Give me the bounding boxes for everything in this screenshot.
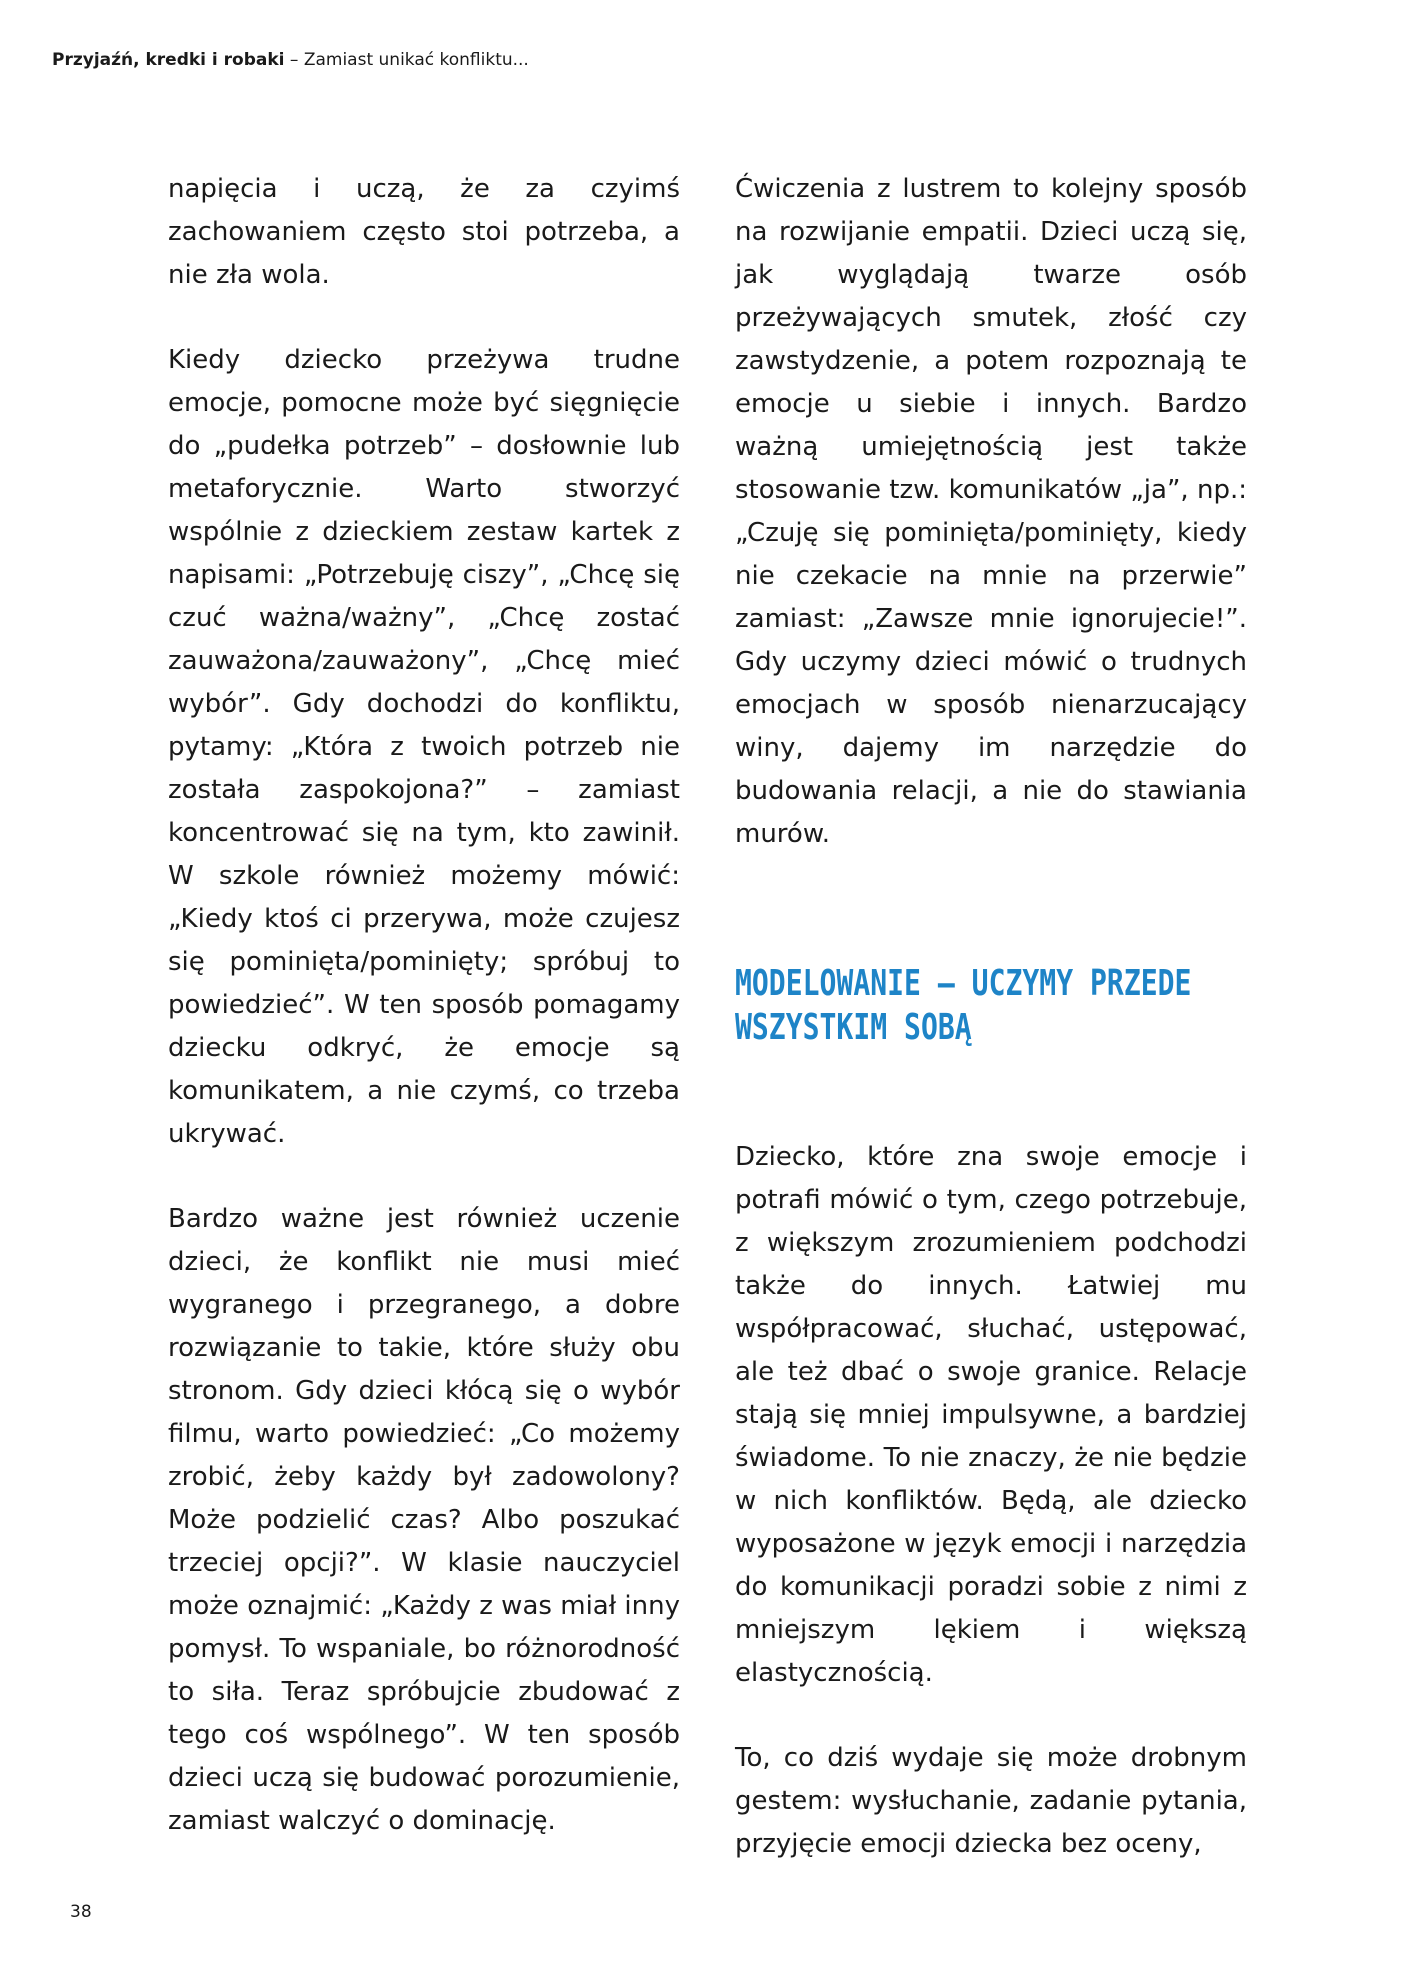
left-column — [168, 168, 680, 1843]
body-paragraph: Ćwiczenia z lustrem to kolejny sposób na rozwijanie empatii. Dzieci uczą się, jak wyglądają twarze osób przeżywających smutek, złość czy zawstydzenie, a potem rozpoznają te emocje u siebie i innych. Bardzo ważną umiejętnością jest także stosowanie tzw. komunikatów „ja”, np.: „Czuję się pominięta/pominięty, kiedy nie czekacie na mnie na przerwie” zamiast: „Zawsze mnie ignorujecie!”. Gdy uczymy dzieci mówić o trudnych emocjach w sposób nienarzucający winy, dajemy im narzędzie do budowania relacji, a nie do stawiania murów. — [735, 174, 1247, 849]
body-paragraph: Dziecko, które zna swoje emocje i potrafi mówić o tym, czego potrzebuje, z większym zrozumieniem podchodzi także do innych. Łatwiej mu współpracować, słuchać, ustępować, ale też dbać o swoje granice. Relacje stają się mniej impulsywne, a bardziej świadome. To nie znaczy, że nie będzie w nich konfliktów. Będą, ale dziecko wyposażone w język emocji i narzędzia do komunikacji poradzi sobie z nimi z mniejszym lękiem i większą elastycznością. — [735, 1142, 1247, 1688]
chapter-title: – Zamiast unikać konfliktu... — [284, 50, 529, 70]
right-column — [735, 168, 1247, 1866]
body-paragraph: To, co dziś wydaje się może drobnym gestem: wysłuchanie, zadanie pytania, przyjęcie emocji dziecka bez oceny, — [735, 1743, 1247, 1859]
body-paragraph: Kiedy dziecko przeżywa trudne emocje, pomocne może być sięgnięcie do „pudełka potrzeb” – dosłownie lub metaforycznie. Warto stworzyć wspólnie z dzieckiem zestaw kartek z napisami: „Potrzebuję ciszy”, „Chcę się czuć ważna/ważny”, „Chcę zostać zauważona/zauważony”, „Chcę mieć wybór”. Gdy dochodzi do konfliktu, pytamy: „Która z twoich potrzeb nie została zaspokojona?” – zamiast koncentrować się na tym, kto zawinił. W szkole również możemy mówić: „Kiedy ktoś ci przerywa, może czujesz się pominięta/pominięty; spróbuj to powiedzieć”. W ten sposób pomagamy dziecku odkryć, że emocje są komunikatem, a nie czymś, co trzeba ukrywać. — [168, 345, 680, 1149]
running-header — [52, 48, 529, 72]
book-title: Przyjaźń, kredki i robaki — [52, 50, 285, 70]
page-number: 38 — [70, 1902, 92, 1922]
body-paragraph: napięcia i uczą, że za czyimś zachowaniem często stoi potrzeba, a nie zła wola. — [168, 174, 680, 290]
body-paragraph: Bardzo ważne jest również uczenie dzieci, że konflikt nie musi mieć wygranego i przegranego, a dobre rozwiązanie to takie, które służy obu stronom. Gdy dzieci kłócą się o wybór filmu, warto powiedzieć: „Co możemy zrobić, żeby każdy był zadowolony? Może podzielić czas? Albo poszukać trzeciej opcji?”. W klasie nauczyciel może oznajmić: „Każdy z was miał inny pomysł. To wspaniale, bo różnorodność to siła. Teraz spróbujcie zbudować z tego coś wspólnego”. W ten sposób dzieci uczą się budować porozumienie, zamiast walczyć o dominację. — [168, 1204, 680, 1836]
section-heading: MODELOWANIE – UCZYMY PRZEDE WSZYSTKIM SOBĄ — [735, 963, 1192, 1048]
